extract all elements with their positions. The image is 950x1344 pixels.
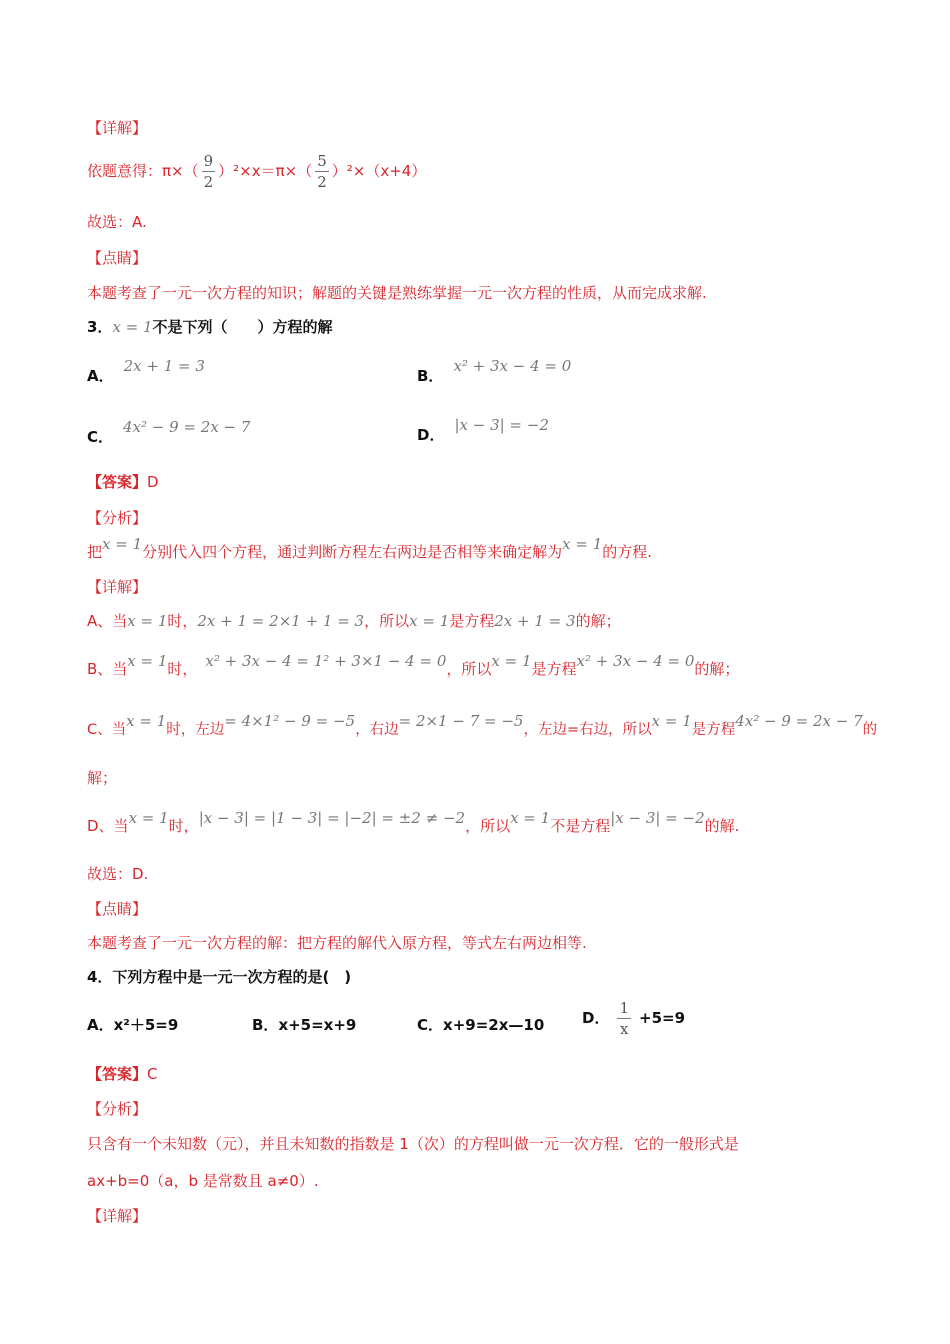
option-math: 2x + 1 = 3: [123, 357, 205, 375]
option-text: x²＋5=9: [113, 1016, 179, 1034]
option-math: 4x² − 9 = 2x − 7: [123, 418, 251, 436]
text-segment: D、当: [87, 817, 129, 835]
math-segment: x = 1: [510, 809, 551, 827]
math-segment: 2x + 1 = 2×1 + 1 = 3: [197, 612, 365, 630]
stem-math: x = 1: [112, 318, 153, 336]
text-segment: 时，: [167, 660, 198, 678]
q3-detail-c: [87, 712, 878, 741]
option-text: x+9=2x—10: [443, 1016, 545, 1034]
question-number: 3．: [87, 318, 113, 336]
q4-analysis-tag: 【分析】: [87, 1100, 148, 1118]
q3-detail-tag: 【详解】: [87, 578, 148, 596]
text-segment: ，所以: [465, 817, 511, 835]
q4-detail-tag: 【详解】: [87, 1207, 148, 1225]
equation-prefix: 依题意得：π×（: [87, 162, 199, 180]
fraction-nine-halves: [202, 153, 216, 190]
math-segment: x = 1: [409, 612, 450, 630]
equation-middle: ）²×x＝π×（: [218, 162, 313, 180]
text-segment: 把: [87, 543, 103, 561]
math-segment: |x − 3| = −2: [610, 809, 705, 827]
detail-tag: 【详解】: [87, 119, 148, 137]
text-segment: B、当: [87, 660, 128, 678]
text-segment: 是方程: [449, 612, 495, 630]
math-segment: x = 1: [127, 652, 168, 670]
q3-point-text: 本题考查了一元一次方程的解：把方程的解代入原方程，等式左右两边相等.: [87, 934, 587, 952]
option-text: x+5=x+9: [278, 1016, 357, 1034]
option-label: B．: [252, 1016, 279, 1034]
option-label: C．: [417, 1016, 444, 1034]
text-segment: 是方程: [531, 660, 577, 678]
q3-option-a: [87, 355, 205, 385]
text-segment: ，右边: [355, 722, 399, 738]
math-segment: x = 1: [491, 652, 532, 670]
q3-option-d: [417, 414, 549, 444]
math-segment: = 2×1 − 7 = −5: [398, 712, 524, 730]
stem-text: 不是下列（ ）方程的解: [152, 318, 333, 336]
fraction-numerator: 1: [619, 999, 629, 1017]
text-segment: C、当: [87, 722, 127, 738]
text-segment: ，左边=右边，所以: [523, 722, 652, 738]
fraction-denominator: 2: [317, 173, 327, 191]
q4-option-b: [252, 1014, 356, 1036]
q4-analysis-line-2: ax+b=0（a，b 是常数且 a≠0）.: [87, 1172, 319, 1190]
answer-tag: 【答案】: [87, 1065, 148, 1083]
detail-equation-line: [87, 153, 426, 190]
point-tag: 【点睛】: [87, 249, 148, 267]
text-segment: A、当: [87, 612, 128, 630]
text-segment: 的方程.: [602, 543, 653, 561]
q3-option-c: [87, 416, 251, 446]
text-segment: ，所以: [446, 660, 492, 678]
fraction-five-halves: [315, 153, 329, 190]
text-segment: 的解.: [704, 817, 740, 835]
fraction-denominator: x: [619, 1020, 629, 1038]
math-segment: x = 1: [127, 612, 168, 630]
option-label: C．: [87, 428, 114, 446]
question-4-stem: 4．下列方程中是一元一次方程的是( ): [87, 968, 352, 986]
point-text: 本题考查了一元一次方程的知识；解题的关键是熟练掌握一元一次方程的性质，从而完成求解.: [87, 284, 707, 302]
math-segment: x = 1: [128, 809, 169, 827]
option-label: D．: [417, 426, 445, 444]
math-segment: x = 1: [126, 712, 167, 730]
text-segment: 是方程: [691, 722, 736, 738]
answer-value: D: [147, 473, 159, 491]
fraction-numerator: 5: [317, 152, 327, 170]
q3-choose: 故选：D.: [87, 865, 149, 883]
equation-suffix: ）²×（x+4）: [331, 162, 427, 180]
q3-detail-a: [87, 610, 621, 632]
q4-option-a: [87, 1014, 178, 1036]
option-math: x² + 3x − 4 = 0: [453, 357, 572, 375]
option-label: D．: [582, 1009, 610, 1027]
text-segment: 分别代入四个方程，通过判断方程左右两边是否相等来确定解为: [142, 543, 563, 561]
q3-detail-b: [87, 652, 740, 680]
text-segment: 的: [862, 722, 878, 738]
math-segment: x = 1: [562, 535, 603, 553]
text-segment: 时，: [167, 612, 198, 630]
math-segment: x = 1: [102, 535, 143, 553]
fraction-numerator: 9: [203, 152, 214, 170]
option-math: |x − 3| = −2: [454, 416, 549, 434]
option-label: A．: [87, 367, 114, 385]
q3-analysis-text: [87, 535, 653, 563]
text-segment: 时，: [168, 817, 199, 835]
math-segment: x = 1: [651, 712, 692, 730]
choose-line: 故选：A.: [87, 213, 147, 231]
option-fraction: [617, 1000, 631, 1037]
math-segment: x² + 3x − 4 = 0: [576, 652, 695, 670]
q3-analysis-tag: 【分析】: [87, 509, 148, 527]
text-segment: 不是方程: [550, 817, 611, 835]
math-segment: 2x + 1 = 3: [494, 612, 576, 630]
q3-answer: [87, 471, 159, 493]
math-segment: = 4×1² − 9 = −5: [224, 712, 356, 730]
q3-detail-d: [87, 809, 740, 837]
answer-tag: 【答案】: [87, 473, 148, 491]
q4-option-d: [582, 1000, 685, 1037]
text-segment: 的解；: [575, 612, 621, 630]
q3-point-tag: 【点睛】: [87, 900, 148, 918]
math-segment: x² + 3x − 4 = 1² + 3×1 − 4 = 0: [205, 652, 447, 670]
math-segment: 4x² − 9 = 2x − 7: [735, 712, 863, 730]
q3-detail-c-cont: 解；: [87, 769, 118, 787]
q4-analysis-line-1: 只含有一个未知数（元），并且未知数的指数是 1（次）的方程叫做一元一次方程．它的一般形式是: [87, 1135, 739, 1153]
option-label: A．: [87, 1016, 114, 1034]
fraction-denominator: 2: [203, 173, 214, 191]
answer-value: C: [147, 1065, 158, 1083]
q3-option-b: [417, 355, 572, 385]
text-segment: ，所以: [364, 612, 410, 630]
text-segment: 的解；: [694, 660, 740, 678]
q4-option-c: [417, 1014, 544, 1036]
math-segment: |x − 3| = |1 − 3| = |−2| = ±2 ≠ −2: [198, 809, 466, 827]
question-3-stem: [87, 316, 333, 338]
text-segment: 时，左边: [166, 722, 225, 738]
option-label: B．: [417, 367, 444, 385]
q4-answer: [87, 1063, 158, 1085]
option-text: +5=9: [639, 1009, 686, 1027]
